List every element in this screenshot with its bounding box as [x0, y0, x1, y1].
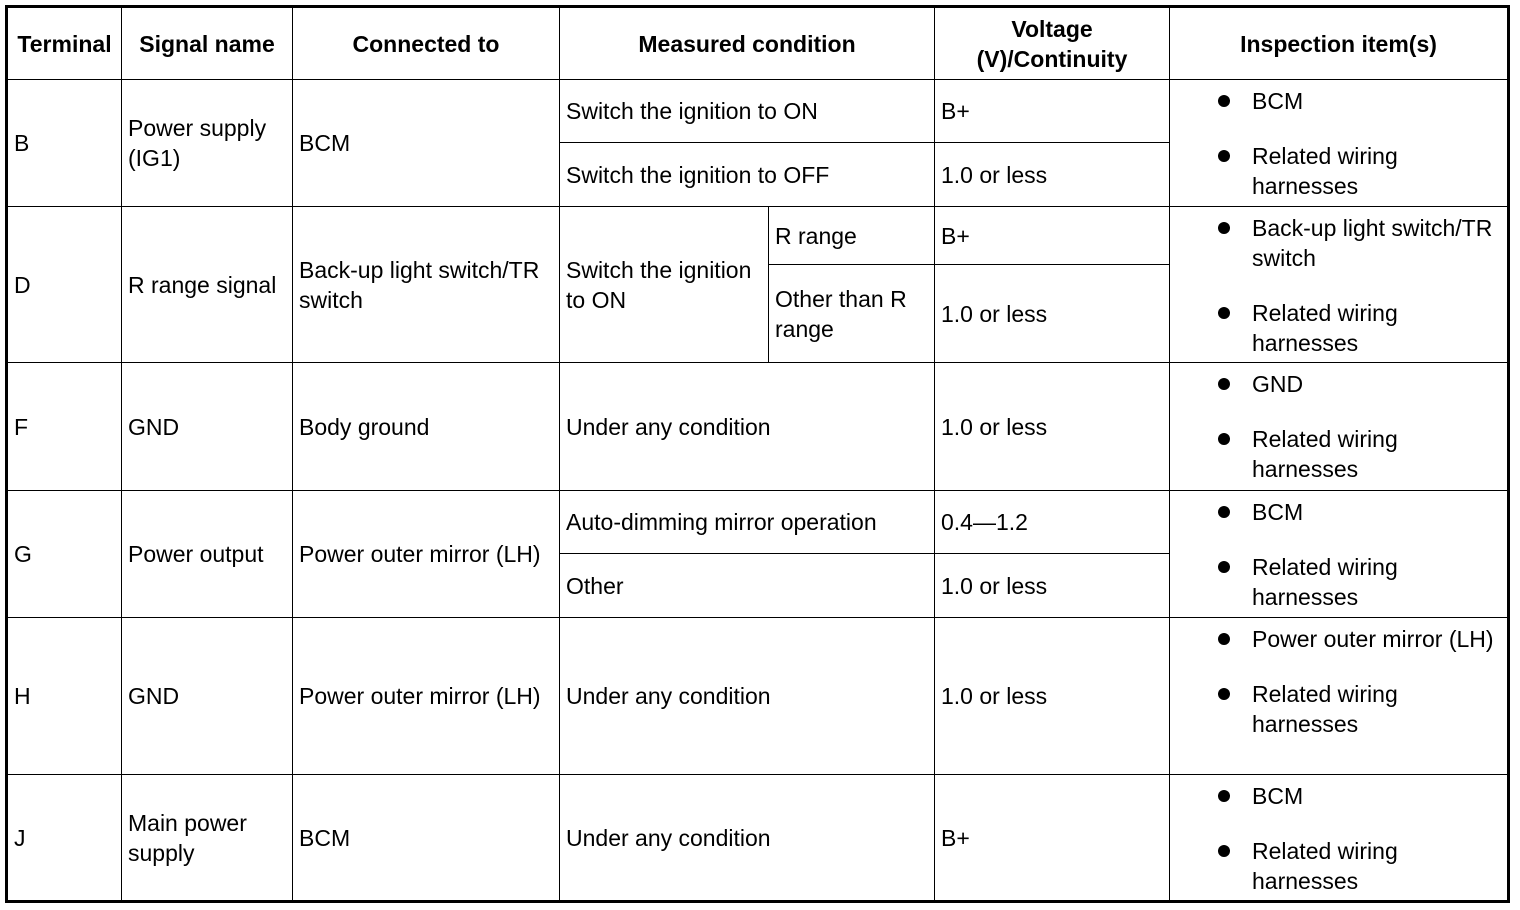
signal-cell: Power output [122, 491, 293, 618]
signal-cell: Power supply (IG1) [122, 80, 293, 207]
bullet-icon [1218, 790, 1230, 802]
terminal-cell: H [7, 618, 122, 775]
condition-cell: Under any condition [560, 775, 935, 902]
header-measured-condition: Measured condition [560, 7, 935, 80]
header-connected-to: Connected to [293, 7, 560, 80]
connected-cell: Body ground [293, 363, 560, 491]
inspection-item: Related wiring harnesses [1180, 141, 1499, 201]
terminal-cell: G [7, 491, 122, 618]
connected-cell: Back-up light switch/TR switch [293, 207, 560, 363]
inspection-cell [1170, 775, 1509, 902]
inspection-item: Related wiring harnesses [1180, 552, 1499, 612]
voltage-cell: B+ [935, 207, 1170, 265]
terminal-cell: J [7, 775, 122, 902]
inspection-item: Related wiring harnesses [1180, 679, 1499, 739]
connected-cell: Power outer mirror (LH) [293, 491, 560, 618]
signal-cell: GND [122, 363, 293, 491]
bullet-icon [1218, 95, 1230, 107]
voltage-cell: 1.0 or less [935, 143, 1170, 207]
signal-cell: Main power supply [122, 775, 293, 902]
inspection-item: Related wiring harnesses [1180, 836, 1499, 896]
voltage-cell: 1.0 or less [935, 554, 1170, 618]
condition-cell: Switch the ignition to OFF [560, 143, 935, 207]
connected-cell: BCM [293, 775, 560, 902]
bullet-icon [1218, 561, 1230, 573]
inspection-item: Related wiring harnesses [1180, 298, 1499, 358]
bullet-icon [1218, 307, 1230, 319]
inspection-cell [1170, 80, 1509, 207]
condition-cell: Auto-dimming mirror operation [560, 491, 935, 554]
voltage-cell: 0.4—1.2 [935, 491, 1170, 554]
table-row [7, 80, 1509, 143]
inspection-item: BCM [1180, 497, 1499, 527]
header-inspection: Inspection item(s) [1170, 7, 1509, 80]
inspection-item: BCM [1180, 86, 1499, 116]
inspection-cell [1170, 207, 1509, 363]
condition-cell: Under any condition [560, 618, 935, 775]
header-signal-name: Signal name [122, 7, 293, 80]
connected-cell: Power outer mirror (LH) [293, 618, 560, 775]
bullet-icon [1218, 688, 1230, 700]
table-row [7, 775, 1509, 902]
condition-cell: Switch the ignition to ON [560, 80, 935, 143]
inspection-cell [1170, 618, 1509, 775]
inspection-item: Power outer mirror (LH) [1180, 624, 1499, 654]
terminal-cell: B [7, 80, 122, 207]
voltage-cell: 1.0 or less [935, 363, 1170, 491]
header-row [7, 7, 1509, 80]
bullet-icon [1218, 433, 1230, 445]
inspection-cell [1170, 491, 1509, 618]
terminal-inspection-table [5, 5, 1510, 903]
inspection-item: Related wiring harnesses [1180, 424, 1499, 484]
header-voltage: Voltage (V)/Continuity [935, 7, 1170, 80]
header-terminal: Terminal [7, 7, 122, 80]
condition-cell: R range [769, 207, 935, 265]
inspection-item: Back-up light switch/TR switch [1180, 213, 1499, 273]
voltage-cell: 1.0 or less [935, 618, 1170, 775]
bullet-icon [1218, 222, 1230, 234]
connected-cell: BCM [293, 80, 560, 207]
table-row [7, 207, 1509, 265]
voltage-cell: B+ [935, 80, 1170, 143]
table-row [7, 618, 1509, 775]
signal-cell: R range signal [122, 207, 293, 363]
condition-group-cell: Switch the ignition to ON [560, 207, 769, 363]
inspection-item: GND [1180, 369, 1499, 399]
voltage-cell: B+ [935, 775, 1170, 902]
condition-cell: Under any condition [560, 363, 935, 491]
table-row [7, 363, 1509, 491]
table-row [7, 491, 1509, 554]
bullet-icon [1218, 378, 1230, 390]
inspection-cell [1170, 363, 1509, 491]
signal-cell: GND [122, 618, 293, 775]
condition-cell: Other [560, 554, 935, 618]
terminal-cell: D [7, 207, 122, 363]
bullet-icon [1218, 845, 1230, 857]
inspection-item: BCM [1180, 781, 1499, 811]
condition-cell: Other than R range [769, 265, 935, 363]
bullet-icon [1218, 506, 1230, 518]
bullet-icon [1218, 633, 1230, 645]
terminal-cell: F [7, 363, 122, 491]
bullet-icon [1218, 150, 1230, 162]
voltage-cell: 1.0 or less [935, 265, 1170, 363]
